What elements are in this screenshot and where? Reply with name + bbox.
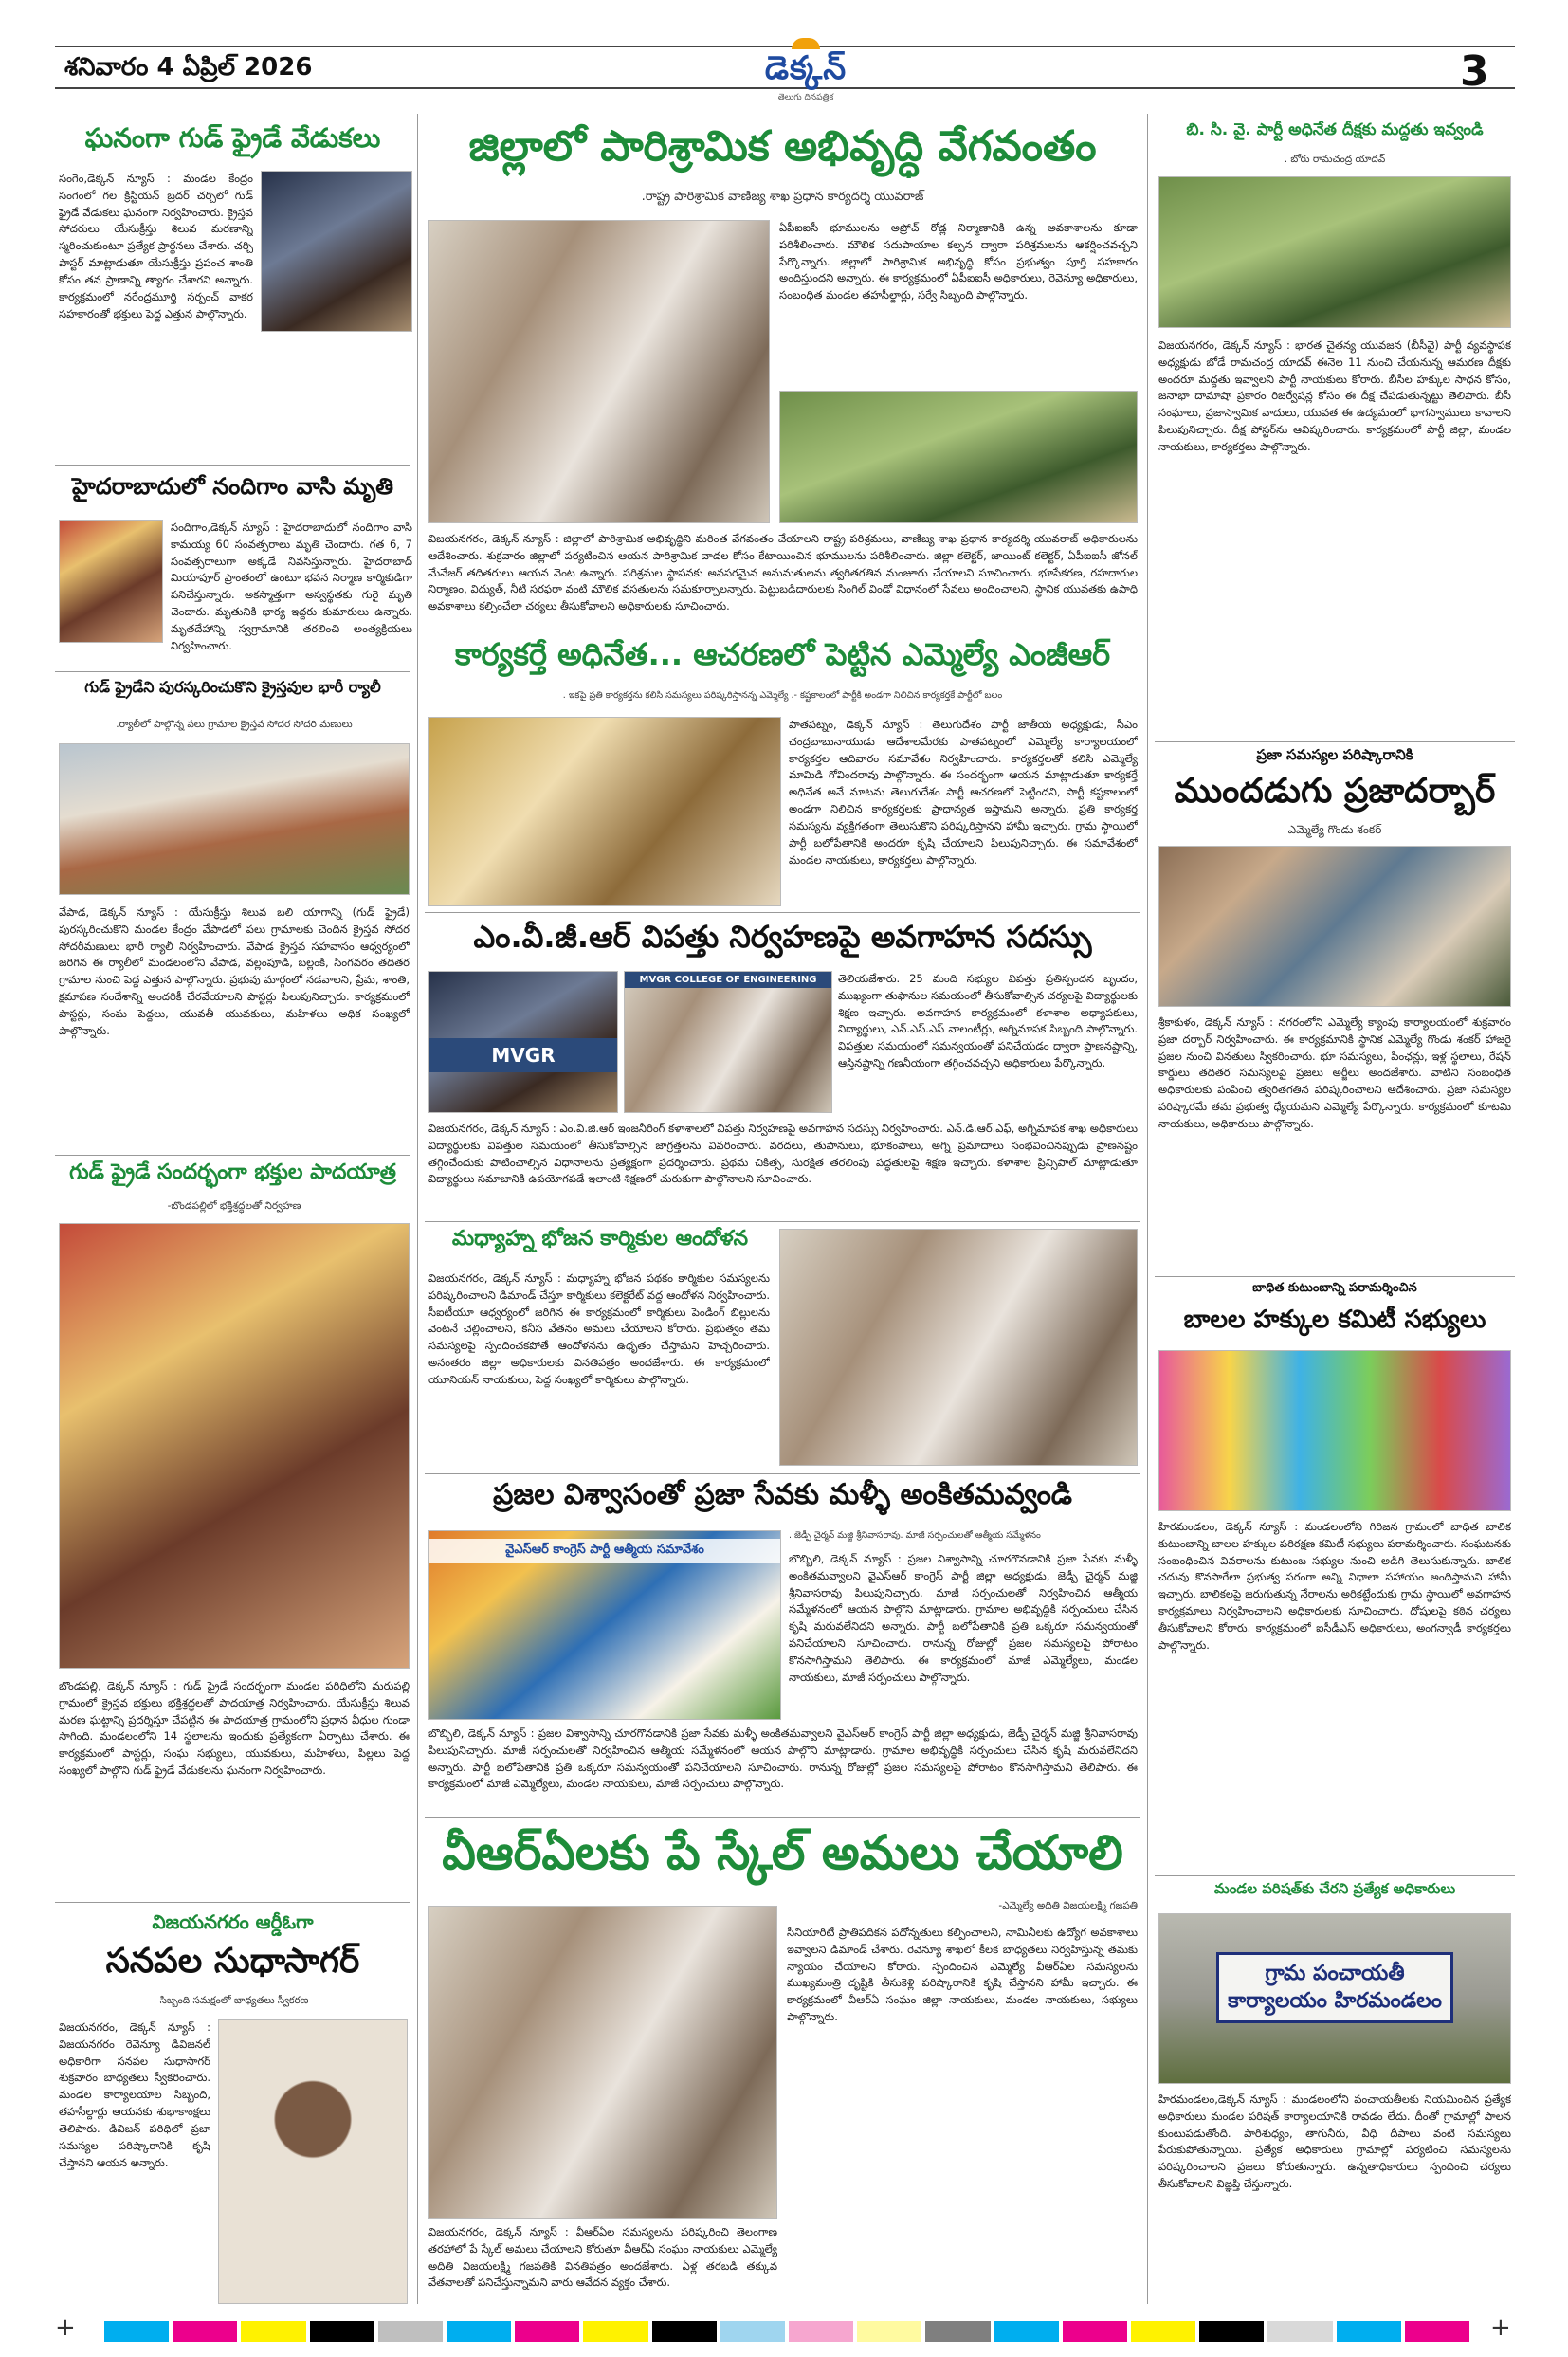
sudhasagar-byline: సిబ్బంది సమక్షంలో బాధ్యతలు స్వీకరణ bbox=[159, 1995, 309, 2006]
party-banner: వైఎస్ఆర్ కాంగ్రెస్ పార్టీ ఆత్మీయ సమావేశం bbox=[429, 1539, 780, 1563]
sudhasagar-kicker: విజయనగరం ఆర్డీఓగా bbox=[152, 1911, 314, 1933]
sun-icon bbox=[792, 38, 820, 49]
mvgr-college-banner: MVGR COLLEGE OF ENGINEERING bbox=[625, 972, 831, 988]
midday-meal-headline[interactable]: మధ్యాహ్న భోజన కార్మికుల ఆందోళన bbox=[451, 1227, 749, 1251]
divider bbox=[1155, 741, 1515, 742]
mandal-parishad-photo bbox=[1158, 1913, 1511, 2084]
column-divider-right bbox=[1147, 114, 1148, 2304]
issue-date: శనివారం 4 ఏప్రిల్ 2026 bbox=[64, 53, 313, 82]
good-friday-headline[interactable]: ఘనంగా గుడ్ ఫ్రైడే వేడుకలు bbox=[84, 123, 381, 154]
praja-darbar-headline[interactable]: ముందడుగు ప్రజాదర్బార్ bbox=[1174, 772, 1496, 811]
padayatra-byline: -బొండపల్లిలో భక్తిశ్రద్ధలతో నిర్వహణ bbox=[167, 1200, 301, 1212]
child-rights-headline[interactable]: బాలల హక్కుల కమిటీ సభ్యులు bbox=[1183, 1306, 1486, 1334]
color-registration-strip bbox=[104, 2321, 1469, 2342]
column-divider-left bbox=[417, 114, 418, 2304]
padayatra-body: బొండపల్లి, డెక్కన్ న్యూస్ : గుడ్ ఫ్రైడే సందర్భంగా మండల పరిధిలోని మరుపల్లి గ్రామంలో క్రైస్తవ భక్తులు భక్తిశ్రద్ధలతో పాదయాత్ర నిర్వహించారు. యేసుక్రీస్తు శిలువ మరణ ఘట్టాన్ని ప్రదర్శిస్తూ చేపట్టిన ఈ పాదయాత్ర గ్రామంలోని ప్రధాన వీధుల గుండా సాగింది. మండలంలోని 14 స్థలాలను ఇందుకు ప్రత్యేకంగా ఏర్పాటు చేశారు. ఈ కార్యక్రమంలో పాస్టర్లు, సంఘ సభ్యులు, యువకులు, మహిళలు, పిల్లలు పెద్ద సంఖ్యలో పాల్గొని గుడ్ ఫ్రైడే వేడుకలను ఘనంగా నిర్వహించారు. bbox=[59, 1679, 410, 1778]
midday-meal-body: విజయనగరం, డెక్కన్ న్యూస్ : మధ్యాహ్న భోజన పథకం కార్మికుల సమస్యలను పరిష్కరించాలని డిమాండ్ చేస్తూ కార్మికులు కలెక్టరేట్ వద్ద ఆందోళన నిర్వహించారు. సీఐటీయూ ఆధ్వర్యంలో జరిగిన ఈ కార్యక్రమంలో కార్మికులు పెండింగ్ బిల్లులను వెంటనే చెల్లించాలని, కనీస వేతనం అమలు చేయాలని కోరారు. ప్రభుత్వం తమ సమస్యలపై స్పందించకపోతే ఆందోళనను ఉధృతం చేస్తామని హెచ్చరించారు. అనంతరం జిల్లా అధికారులకు వినతిపత్రం అందజేశారు. ఈ కార్యక్రమంలో యూనియన్ నాయకులు, పెద్ద సంఖ్యలో కార్మికులు పాల్గొన్నారు. bbox=[428, 1271, 770, 1386]
people-trust-headline[interactable]: ప్రజల విశ్వాసంతో ప్రజా సేవకు మళ్ళీ అంకితమవ్వండి bbox=[492, 1479, 1072, 1511]
bc-party-body: విజయనగరం, డెక్కన్ న్యూస్ : భారత చైతన్య యువజన (బీసీవై) పార్టీ వ్యవస్థాపక అధ్యక్షుడు బోడే రామచంద్ర యాదవ్ ఈనెల 11 నుంచి చేయనున్న ఆమరణ దీక్షకు అందరూ మద్దతు ఇవ్వాలని పార్టీ నాయకులు కోరారు. బీసీల హక్కుల సాధన కోసం, జనాభా దామాషా ప్రకారం రిజర్వేషన్ల కోసం ఈ దీక్ష చేపడుతున్నట్టు తెలిపారు. బీసీ సంఘాలు, ప్రజాస్వామిక వాదులు, యువత ఈ ఉద్యమంలో భాగస్వాములు కావాలని పిలుపునిచ్చారు. దీక్ష పోస్టర్‌ను ఆవిష్కరించారు. కార్యక్రమంలో పార్టీ జిల్లా, మండల నాయకులు, కార్యకర్తలు పాల్గొన్నారు. bbox=[1158, 338, 1511, 453]
bc-party-photo bbox=[1158, 176, 1511, 328]
mla-ngr-body: పాతపట్నం, డెక్కన్ న్యూస్ : తెలుగుదేశం పార్టీ జాతీయ అధ్యక్షుడు, సీఎం చంద్రబాబునాయుడు ఆదేశాలమేరకు పాతపట్నంలో ఎమ్మెల్యే కార్యాలయంలో కార్యకర్తల ఆదివారం సమావేశం నిర్వహించారు. కార్యకర్తలతో కలిసి ఎమ్మెల్యే మామిడి గోవిందరావు పాల్గొన్నారు. ఈ సందర్భంగా ఆయన మాట్లాడుతూ కార్యకర్తే అధినేత అనే మాటను తెలుగుదేశం పార్టీ ఆచరణలో పెట్టిందని, పార్టీ కష్టకాలంలో అండగా నిలిచిన కార్యకర్తలకు ప్రాధాన్యత ఇస్తామని అన్నారు. ప్రతి కార్యకర్త సమస్యను వ్యక్తిగతంగా తెలుసుకొని పరిష్కరిస్తానని హామీ ఇచ్చారు. గ్రామ స్థాయిలో పార్టీ బలోపేతానికి అందరూ కృషి చేయాలని పిలుపునిచ్చారు. ఈ సమావేశంలో మండల నాయకులు, కార్యకర్తలు పాల్గొన్నారు. bbox=[789, 718, 1138, 867]
christian-rally-byline: .ర్యాలీలో పాల్గొన్న పలు గ్రామాల క్రైస్తవ సోదర సోదరి మణులు bbox=[116, 719, 353, 730]
mandal-parishad-body: హిరమండలం,డెక్కన్ న్యూస్ : మండలంలోని పంచాయతీలకు నియమించిన ప్రత్యేక అధికారులు మండల పరిషత్ కార్యాలయానికి రావడం లేదు. దీంతో గ్రామాల్లో పాలన కుంటుపడుతోంది. పారిశుధ్యం, తాగునీరు, వీధి దీపాలు వంటి సమస్యలు పేరుకుపోతున్నాయి. ప్రత్యేక అధికారులు గ్రామాల్లో పర్యటించి సమస్యలను పరిష్కరించాలని ప్రజలు కోరుతున్నారు. ఉన్నతాధికారులు స్పందించి చర్యలు తీసుకోవాలని విజ్ఞప్తి చేస్తున్నారు. bbox=[1158, 2092, 1511, 2191]
mvgr-photo-2 bbox=[624, 971, 832, 1113]
padayatra-headline[interactable]: గుడ్ ఫ్రైడే సందర్భంగా భక్తుల పాదయాత్ర bbox=[69, 1160, 396, 1184]
industrial-headline[interactable]: జిల్లాలో పారిశ్రామిక అభివృద్ధి వేగవంతం bbox=[468, 123, 1097, 171]
child-rights-photo bbox=[1158, 1350, 1511, 1511]
christian-rally-headline[interactable]: గుడ్ ఫ్రైడేని పురస్కరించుకొని క్రైస్తవుల భారీ ర్యాలీ bbox=[84, 679, 381, 696]
panchayat-sign: గ్రామ పంచాయతీ కార్యాలయం హిరమండలం bbox=[1216, 1952, 1453, 2023]
people-trust-body-cont: బొబ్బిలి, డెక్కన్ న్యూస్ : ప్రజల విశ్వాసాన్ని చూరగొనడానికి ప్రజా సేవకు మళ్ళీ అంకితమవ్వాలని వైఎస్ఆర్ కాంగ్రెస్ పార్టీ జిల్లా అధ్యక్షుడు, జెడ్పీ చైర్మన్ మజ్జి శ్రీనివాసరావు పిలుపునిచ్చారు. మాజీ సర్పంచులతో నిర్వహించిన ఆత్మీయ సమ్మేళనంలో ఆయన పాల్గొని మాట్లాడారు. గ్రామాల అభివృద్ధికి సర్పంచులు చేసిన కృషి మరువలేనిదని అన్నారు. పార్టీ బలోపేతానికి ప్రతి ఒక్కరూ సమన్వయంతో పనిచేయాలని సూచించారు. రానున్న రోజుల్లో ప్రజల సమస్యలపై పోరాటం కొనసాగిస్తామని తెలిపారు. ఈ కార్యక్రమంలో మాజీ ఎమ్మెల్యేలు, మండల నాయకులు, మాజీ సర్పంచులు పాల్గొన్నారు. bbox=[428, 1727, 1138, 1791]
newspaper-logo[interactable] bbox=[749, 38, 863, 102]
divider bbox=[55, 671, 410, 672]
child-rights-body: హిరమండలం, డెక్కన్ న్యూస్ : మండలంలోని గిరిజన గ్రామంలో బాధిత బాలిక కుటుంబాన్ని బాలల హక్కుల పరిరక్షణ కమిటీ సభ్యులు పరామర్శించారు. సంఘటనకు సంబంధించిన వివరాలను కుటుంబ సభ్యుల నుంచి అడిగి తెలుసుకున్నారు. బాలిక చదువు కొనసాగేలా ప్రభుత్వ పరంగా అన్ని విధాలా సహాయం అందిస్తామని హామీ ఇచ్చారు. బాలికలపై జరుగుతున్న నేరాలను అరికట్టేందుకు గ్రామ స్థాయిలో అవగాహన కార్యక్రమాలు నిర్వహించాలని అధికారులకు సూచించారు. దోషులపై కఠిన చర్యలు తీసుకోవాలని కోరారు. కార్యక్రమంలో ఐసీడీఎస్ అధికారులు, అంగన్వాడీ కార్యకర్తలు పాల్గొన్నారు. bbox=[1158, 1520, 1511, 1652]
vra-pay-body-left: విజయనగరం, డెక్కన్ న్యూస్ : వీఆర్ఏల సమస్యలను పరిష్కరించి తెలంగాణ తరహాలో పే స్కేల్ అమలు చేయాలని కోరుతూ వీఆర్ఏ సంఘం నాయకులు ఎమ్మెల్యే అదితి విజయలక్ష్మి గజపతికి వినతిపత్రం అందజేశారు. ఏళ్ల తరబడి తక్కువ వేతనాలతో పనిచేస్తున్నామని వారు ఆవేదన వ్యక్తం చేశారు. bbox=[428, 2225, 777, 2290]
padayatra-photo bbox=[59, 1223, 410, 1669]
people-trust-byline: . జెడ్పీ చైర్మన్ మజ్జి శ్రీనివాసరావు. మాజీ సర్పంచులతో ఆత్మీయ సమ్మేళనం bbox=[789, 1530, 1041, 1541]
good-friday-photo bbox=[261, 171, 412, 332]
registration-crosshair-icon: + bbox=[55, 2313, 76, 2342]
praja-darbar-byline: ఎమ్మెల్యే గొండు శంకర్ bbox=[1287, 823, 1382, 836]
christian-rally-photo bbox=[59, 743, 410, 895]
vra-pay-body-right: సీనియారిటీ ప్రాతిపదికన పదోన్నతులు కల్పించాలని, నామినీలకు ఉద్యోగ అవకాశాలు ఇవ్వాలని డిమాండ్ చేశారు. రెవెన్యూ శాఖలో కీలక బాధ్యతలు నిర్వహిస్తున్న తమకు న్యాయం చేయాలని కోరారు. స్పందించిన ఎమ్మెల్యే వీఆర్ఏల సమస్యలను ముఖ్యమంత్రి దృష్టికి తీసుకెళ్లి పరిష్కారానికి కృషి చేస్తానని హామీ ఇచ్చారు. ఈ కార్యక్రమంలో వీఆర్ఏ సంఘం జిల్లా నాయకులు, మండల నాయకులు, సభ్యులు పాల్గొన్నారు. bbox=[787, 1926, 1138, 2024]
industrial-photo-1 bbox=[428, 220, 770, 523]
divider bbox=[1155, 1875, 1515, 1876]
people-trust-photo bbox=[428, 1530, 781, 1720]
divider bbox=[1155, 1276, 1515, 1277]
mvgr-headline[interactable]: ఎం.వీ.జీ.ఆర్ విపత్తు నిర్వహణపై అవగాహన సదస్సు bbox=[473, 920, 1092, 955]
mla-ngr-photo bbox=[428, 717, 781, 906]
child-rights-kicker: బాధిత కుటుంబాన్ని పరామర్శించిన bbox=[1252, 1282, 1417, 1295]
mvgr-body-left: విజయనగరం, డెక్కన్ న్యూస్ : ఎం.వి.జి.ఆర్ ఇంజనీరింగ్ కళాశాలలో విపత్తు నిర్వహణపై అవగాహన సదస్సు నిర్వహించారు. ఎన్.డి.ఆర్.ఎఫ్, అగ్నిమాపక శాఖ అధికారులు విద్యార్థులకు విపత్తుల సమయంలో తీసుకోవాల్సిన జాగ్రత్తలను వివరించారు. వరదలు, తుపానులు, భూకంపాలు, అగ్ని ప్రమాదాలు సంభవించినప్పుడు ప్రాణనష్టం తగ్గించేందుకు పాటించాల్సిన విధానాలను ప్రత్యక్షంగా ప్రదర్శించారు. ప్రథమ చికిత్స, సురక్షిత తరలింపు పద్ధతులపై శిక్షణ ఇచ్చారు. కళాశాల ప్రిన్సిపాల్ మాట్లాడుతూ విద్యార్థులు సమాజానికి ఉపయోగపడే ఇలాంటి శిక్షణలో చురుకుగా పాల్గొనాలని సూచించారు. bbox=[428, 1122, 1138, 1186]
deceased-photo bbox=[59, 520, 163, 643]
mvgr-sign: MVGR bbox=[429, 1038, 617, 1072]
industrial-body-bottom: విజయనగరం, డెక్కన్ న్యూస్ : జిల్లాలో పారిశ్రామిక అభివృద్ధిని మరింత వేగవంతం చేయాలని రాష్ట్ర పరిశ్రమలు, వాణిజ్య శాఖ ప్రధాన కార్యదర్శి యువరాజ్ అధికారులను ఆదేశించారు. శుక్రవారం జిల్లాలో పర్యటించిన ఆయన పారిశ్రామిక వాడల కోసం కేటాయించిన భూములను పరిశీలించారు. జిల్లా కలెక్టర్, జాయింట్ కలెక్టర్, ఏపీఐఐసీ జోనల్ మేనేజర్ తదితరులు ఆయన వెంట ఉన్నారు. పరిశ్రమల స్థాపనకు అవసరమైన అనుమతులను త్వరితగతిన మంజూరు చేయాలని సూచించారు. భూసేకరణ, రహదారుల నిర్మాణం, విద్యుత్, నీటి సరఫరా వంటి మౌలిక వసతులను సమకూర్చాలన్నారు. పెట్టుబడిదారులకు సింగిల్ విండో విధానంలో సేవలు అందించాలని, స్థానిక యువతకు ఉపాధి అవకాశాలు కల్పించేలా చర్యలు తీసుకోవాలని అధికారులకు సూచించారు. bbox=[428, 532, 1138, 613]
praja-darbar-photo bbox=[1158, 846, 1511, 1007]
divider bbox=[425, 1221, 1140, 1222]
mandal-parishad-headline[interactable]: మండల పరిషత్‌కు చేరని ప్రత్యేక అధికారులు bbox=[1213, 1881, 1456, 1897]
bc-party-headline[interactable]: బి. సి. వై. పార్టీ అధినేత దీక్షకు మద్దతు ఇవ్వండి bbox=[1186, 121, 1484, 139]
vra-pay-headline[interactable]: వీఆర్ఏలకు పే స్కేల్ అమలు చేయాలి bbox=[442, 1826, 1123, 1880]
mla-ngr-headline[interactable]: కార్యకర్తే అధినేత... ఆచరణలో పెట్టిన ఎమ్మెల్యే ఎంజీఆర్ bbox=[454, 637, 1111, 672]
logo-tagline: తెలుగు దినపత్రిక bbox=[777, 93, 834, 102]
mla-ngr-byline: . ఇకపై ప్రతి కార్యకర్తను కలిసి సమస్యలు పరిష్కరిస్తానన్న ఎమ్మెల్యే .- కష్టకాలంలో పార్టీకి అండగా నిలిచిన కార్యకర్తకే పార్టీలో బలం bbox=[562, 690, 1003, 701]
sudhasagar-body: విజయనగరం, డెక్కన్ న్యూస్ : విజయనగరం రెవెన్యూ డివిజనల్ అధికారిగా సనపల సుధాసాగర్ శుక్రవారం బాధ్యతలు స్వీకరించారు. మండల కార్యాలయాల సిబ్బంది, తహసీల్దార్లు ఆయనకు శుభాకాంక్షలు తెలిపారు. డివిజన్ పరిధిలో ప్రజా సమస్యల పరిష్కారానికి కృషి చేస్తానని ఆయన అన్నారు. bbox=[59, 2020, 210, 2169]
mvgr-body-right: తెలియజేశారు. 25 మంది సభ్యుల విపత్తు ప్రతిస్పందన బృందం, ముఖ్యంగా తుఫానుల సమయంలో తీసుకోవాల్సిన చర్యలపై విద్యార్థులకు శిక్షణ ఇచ్చారు. అవగాహన కార్యక్రమంలో కళాశాల అధ్యాపకులు, విద్యార్థులు, ఎన్.ఎస్.ఎస్ వాలంటీర్లు, అగ్నిమాపక సిబ్బంది పాల్గొన్నారు. విపత్తుల సమయంలో సమన్వయంతో పనిచేయడం ద్వారా ప్రాణనష్టాన్ని, ఆస్తినష్టాన్ని గణనీయంగా తగ్గించవచ్చని అధికారులు పేర్కొన్నారు. bbox=[838, 972, 1138, 1070]
praja-darbar-body: శ్రీకాకుళం, డెక్కన్ న్యూస్ : నగరంలోని ఎమ్మెల్యే క్యాంపు కార్యాలయంలో శుక్రవారం ప్రజా దర్బార్ నిర్వహించారు. ఈ కార్యక్రమానికి స్థానిక ఎమ్మెల్యే గొండు శంకర్ హాజరై ప్రజల నుంచి వినతులు స్వీకరించారు. భూ సమస్యలు, పింఛన్లు, ఇళ్ల స్థలాలు, రేషన్ కార్డులు తదితర సమస్యలపై ప్రజలు అర్జీలు అందజేశారు. వాటిని సంబంధిత అధికారులకు పంపించి త్వరితగతిన పరిష్కరించాలని ఆదేశించారు. ప్రజా సమస్యల పరిష్కారమే తమ ప్రభుత్వ ధ్యేయమని ఎమ్మెల్యే పేర్కొన్నారు. కార్యక్రమంలో కూటమి నాయకులు, అధికారులు పాల్గొన్నారు. bbox=[1158, 1015, 1511, 1130]
industrial-byline: .రాష్ట్ర పారిశ్రామిక వాణిజ్య శాఖ ప్రధాన కార్యదర్శి యువరాజ్ bbox=[641, 190, 924, 204]
hyderabad-death-body: సందిగాం,డెక్కన్ న్యూస్ : హైదరాబాదులో నందిగాం వాసి కామయ్య 60 సంవత్సరాలు మృతి చెందారు. గత 6, 7 సంవత్సరాలుగా అక్కడే నివసిస్తున్నారు. హైదరాబాద్ మియాపూర్ ప్రాంతంలో ఉంటూ భవన నిర్మాణ కార్మికుడిగా పనిచేస్తున్నారు. అకస్మాత్తుగా అస్వస్థతకు గురై మృతి చెందారు. మృతునికి భార్య ఇద్దరు కుమారులు ఉన్నారు. మృతదేహాన్ని స్వగ్రామానికి తరలించి అంత్యక్రియలు నిర్వహించారు. bbox=[171, 521, 412, 652]
mvgr-photo-1 bbox=[428, 971, 618, 1113]
divider bbox=[55, 465, 410, 466]
sudhasagar-headline[interactable]: సనపల సుధాసాగర్ bbox=[105, 1942, 360, 1981]
people-trust-body: బొబ్బిలి, డెక్కన్ న్యూస్ : ప్రజల విశ్వాసాన్ని చూరగొనడానికి ప్రజా సేవకు మళ్ళీ అంకితమవ్వాలని వైఎస్ఆర్ కాంగ్రెస్ పార్టీ జిల్లా అధ్యక్షుడు, జెడ్పీ చైర్మన్ మజ్జి శ్రీనివాసరావు పిలుపునిచ్చారు. మాజీ సర్పంచులతో నిర్వహించిన ఆత్మీయ సమ్మేళనంలో ఆయన పాల్గొని మాట్లాడారు. గ్రామాల అభివృద్ధికి సర్పంచులు చేసిన కృషి మరువలేనిదని అన్నారు. పార్టీ బలోపేతానికి ప్రతి ఒక్కరూ సమన్వయంతో పనిచేయాలని సూచించారు. రానున్న రోజుల్లో ప్రజల సమస్యలపై పోరాటం కొనసాగిస్తామని తెలిపారు. ఈ కార్యక్రమంలో మాజీ ఎమ్మెల్యేలు, మండల నాయకులు, మాజీ సర్పంచులు పాల్గొన్నారు. bbox=[789, 1552, 1138, 1684]
vra-pay-photo bbox=[428, 1906, 777, 2219]
christian-rally-body: వేపాడ, డెక్కన్ న్యూస్ : యేసుక్రీస్తు శిలువ బలి యాగాన్ని (గుడ్ ఫ్రైడే) పురస్కరించుకొని మండల కేంద్రం వేపాడలో పలు గ్రామాలకు చెందిన క్రైస్తవ సోదర సోదరీమణులు భారీ ర్యాలీ నిర్వహించారు. వేపాడ క్రైస్తవ సహవాసం ఆధ్వర్యంలో జరిగిన ఈ ర్యాలీలో మండలంలోని వేపాడ, వల్లంపూడి, బల్లంకి, సింగవరం తదితర గ్రామాల నుంచి పెద్ద ఎత్తున పాల్గొన్నారు. ప్రభువు మార్గంలో నడవాలని, ప్రేమ, శాంతి, క్షమాపణ సందేశాన్ని అందరికీ చేరవేయాలని పాస్టర్లు పిలుపునిచ్చారు. కార్యక్రమంలో పాస్టర్లు, సంఘ పెద్దలు, యువతీ యువకులు, మహిళలు అధిక సంఖ్యలో పాల్గొన్నారు. bbox=[59, 905, 410, 1037]
vra-pay-byline: -ఎమ్మెల్యే అదితి విజయలక్ష్మి గజపతి bbox=[998, 1900, 1138, 1911]
page-number: 3 bbox=[1460, 47, 1489, 96]
midday-meal-photo bbox=[779, 1229, 1138, 1466]
divider bbox=[55, 1155, 410, 1156]
divider bbox=[55, 1902, 410, 1903]
industrial-photo-2 bbox=[779, 391, 1138, 523]
hyderabad-death-headline[interactable]: హైదరాబాదులో నందిగాం వాసి మృతి bbox=[71, 474, 393, 500]
divider bbox=[425, 1817, 1140, 1818]
registration-crosshair-icon: + bbox=[1490, 2313, 1511, 2342]
bc-party-byline: . బోరు రామచంద్ర యాదవ్ bbox=[1284, 154, 1386, 165]
good-friday-body: సంగెం,డెక్కన్ న్యూస్ : మండల కేంద్రం సంగెంలో గల క్రిస్టియన్ బ్రదర్ చర్చిలో గుడ్ ఫ్రైడే వేడుకలు ఘనంగా నిర్వహించారు. క్రైస్తవ సోదరులు యేసుక్రీస్తు శిలువ మరణాన్ని స్మరించుకుంటూ ప్రత్యేక ప్రార్థనలు చేశారు. చర్చి పాస్టర్ మాట్లాడుతూ యేసుక్రీస్తు ప్రపంచ శాంతి కోసం తన ప్రాణాన్ని త్యాగం చేశారని అన్నారు. కార్యక్రమంలో నరేంద్రమూర్తి సర్పంచ్ వాకర సహకారంతో భక్తులు పెద్ద ఎత్తున పాల్గొన్నారు. bbox=[59, 172, 253, 320]
logo-text: డెక్కన్ bbox=[764, 49, 848, 87]
divider bbox=[425, 1473, 1140, 1474]
divider bbox=[425, 912, 1140, 913]
sudhasagar-portrait bbox=[218, 2019, 408, 2304]
praja-darbar-kicker: ప్రజా సమస్యల పరిష్కారానికి bbox=[1256, 747, 1413, 763]
industrial-body-right: ఏపీఐఐసీ భూములను అప్రోచ్ రోడ్ల నిర్మాణానికి ఉన్న అవకాశాలను కూడా పరిశీలించారు. మౌలిక సదుపాయాల కల్పన ద్వారా పరిశ్రమలను ఆకర్షించవచ్చని పేర్కొన్నారు. జిల్లాలో పారిశ్రామిక అభివృద్ధి కోసం ప్రభుత్వం పూర్తి సహకారం అందిస్తుందని అన్నారు. ఈ కార్యక్రమంలో ఏపీఐఐసీ అధికారులు, రెవెన్యూ అధికారులు, సంబంధిత మండల తహసీల్దార్లు, సర్వే సిబ్బంది పాల్గొన్నారు. bbox=[779, 221, 1138, 302]
